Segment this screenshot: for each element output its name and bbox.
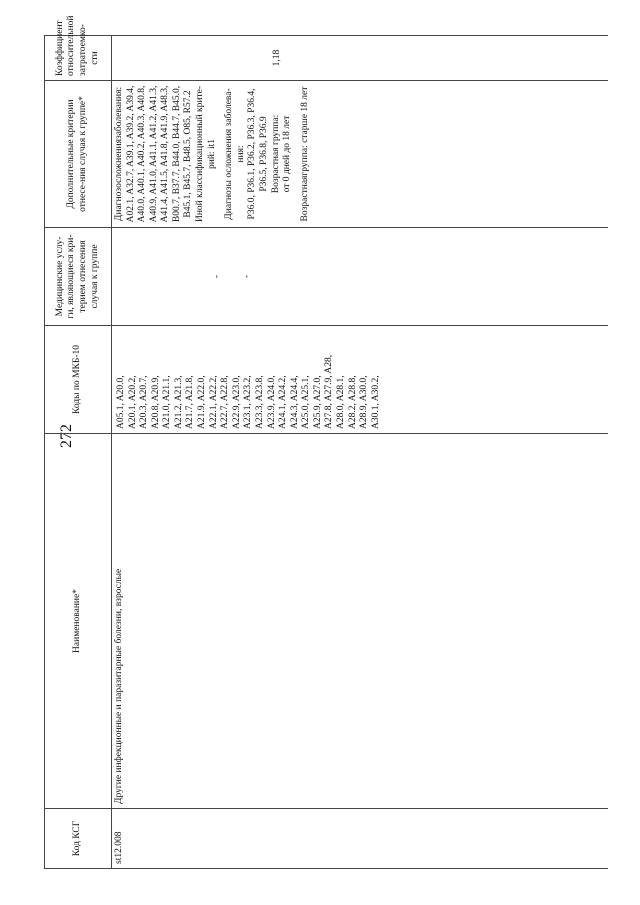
mkb-code-line: A05.1, A20.0,: [116, 375, 126, 429]
mkb-code-line: A23.9, A24.0,: [266, 375, 277, 429]
criteria-line: A40.0, A40.1, A40.2, A40.3, A40.8,: [137, 85, 148, 223]
header-mkb: Коды по МКБ-10: [45, 326, 112, 434]
cell-name: [112, 434, 609, 809]
cell-code: [112, 809, 609, 869]
mkb-code-line: A23.3, A23.8,: [254, 375, 265, 429]
mkb-code-line: A21.2, A21.3,: [173, 375, 184, 429]
mkb-code-line: A21.9, A22.0,: [197, 375, 208, 429]
criteria-line: ния:: [235, 145, 246, 163]
cell-criteria: [112, 81, 609, 228]
mkb-code-line: A21.7, A21.8,: [185, 375, 196, 429]
header-criteria: Дополнительные критерии отнесе-ния случая к группе*: [45, 81, 112, 228]
criteria-line: от 0 дней до 18 лет: [282, 115, 293, 193]
criteria-line: P36.0, P36.1, P36.2, P36.3, P36.4,: [247, 88, 258, 220]
criteria-line: Диагнозы осложнения заболева-: [224, 88, 235, 220]
criteria-line: A02.1, A32.7, A39.1, A39.2, A39.4,: [125, 85, 136, 223]
services-dash: -: [212, 274, 222, 279]
mkb-code-line: A30.1, A30.2,: [370, 375, 381, 429]
mkb-code-line: A20.1, A20.2,: [127, 375, 138, 429]
mkb-code-line: A21.0, A21.1,: [162, 375, 173, 429]
cell-mkb: [112, 326, 609, 434]
header-code: Код КСГ: [45, 809, 112, 869]
mkb-code-line: A25.9, A27.0,: [312, 375, 323, 429]
criteria-line: A40.9, A41.0, A41.1, A41.2, A41.3,: [148, 85, 159, 223]
criteria-line: A41.4, A41.5, A41.8, A41.9, A48.3,: [160, 85, 171, 223]
criteria-line: Иной классификационный крите-: [195, 85, 206, 223]
criteria-line: Диагнозосложнениязаболевания:: [114, 86, 124, 222]
ksg-name: Другие инфекционные и паразитарные болезни, взрослые: [114, 568, 124, 804]
criteria-age: Возрастнаягруппа: старше 18 лет: [299, 86, 310, 222]
mkb-code-line: A28.9, A30.0,: [359, 375, 370, 429]
mkb-code-line: A27.8, A27.9, A28,: [324, 354, 335, 429]
mkb-code-line: A24.3, A24.4,: [289, 375, 300, 429]
criteria-line: B45.1, B45.7, B48.5, O85, R57.2: [183, 90, 194, 218]
criteria-line: B00.7, B37.7, B44.0, B44.7, B45.0,: [171, 85, 182, 223]
mkb-code-line: A28.2, A28.8,: [347, 375, 358, 429]
coef-value: 1,18: [272, 49, 282, 67]
mkb-code-line: A24.1, A24.2,: [278, 375, 289, 429]
criteria-line: Возрастная группа:: [270, 114, 281, 194]
cell-services: [112, 228, 609, 326]
mkb-code-line: A22.7, A22.8,: [220, 375, 231, 429]
page-number: 272: [58, 424, 75, 448]
criteria-line: P36.5, P36.8, P36.9: [258, 116, 269, 192]
mkb-code-line: A22.1, A22.2,: [208, 375, 219, 429]
mkb-code-line: A23.1, A23.2,: [243, 375, 254, 429]
mkb-code-line: A22.9, A23.0,: [231, 375, 242, 429]
cell-coef: [112, 36, 609, 81]
header-services: Медицинские услу-ги, являющиеся кри-терием отнесения случая к группе: [45, 228, 112, 326]
table-header-row: [45, 36, 112, 869]
table-row: [112, 36, 609, 869]
header-coef: Коэффициент относительной затратоемко-сти: [45, 36, 112, 81]
mkb-code-list: [116, 330, 382, 429]
mkb-code-line: A25.0, A25.1,: [301, 375, 312, 429]
ksg-code: st12.008: [114, 831, 124, 864]
mkb-code-line: A28.0, A28.1,: [335, 375, 346, 429]
mkb-code-line: A20.8, A20.9,: [150, 375, 161, 429]
header-name: Наименование*: [45, 434, 112, 809]
mkb-code-line: A20.3, A20.7,: [139, 375, 150, 429]
criteria-line: рий: it1: [206, 139, 217, 169]
ksg-table: [44, 15, 608, 869]
criteria-block-newborn: [224, 85, 293, 223]
criteria-block-age: [300, 85, 312, 223]
criteria-block-complications: [114, 85, 218, 223]
services-dash-2: -: [241, 274, 252, 279]
